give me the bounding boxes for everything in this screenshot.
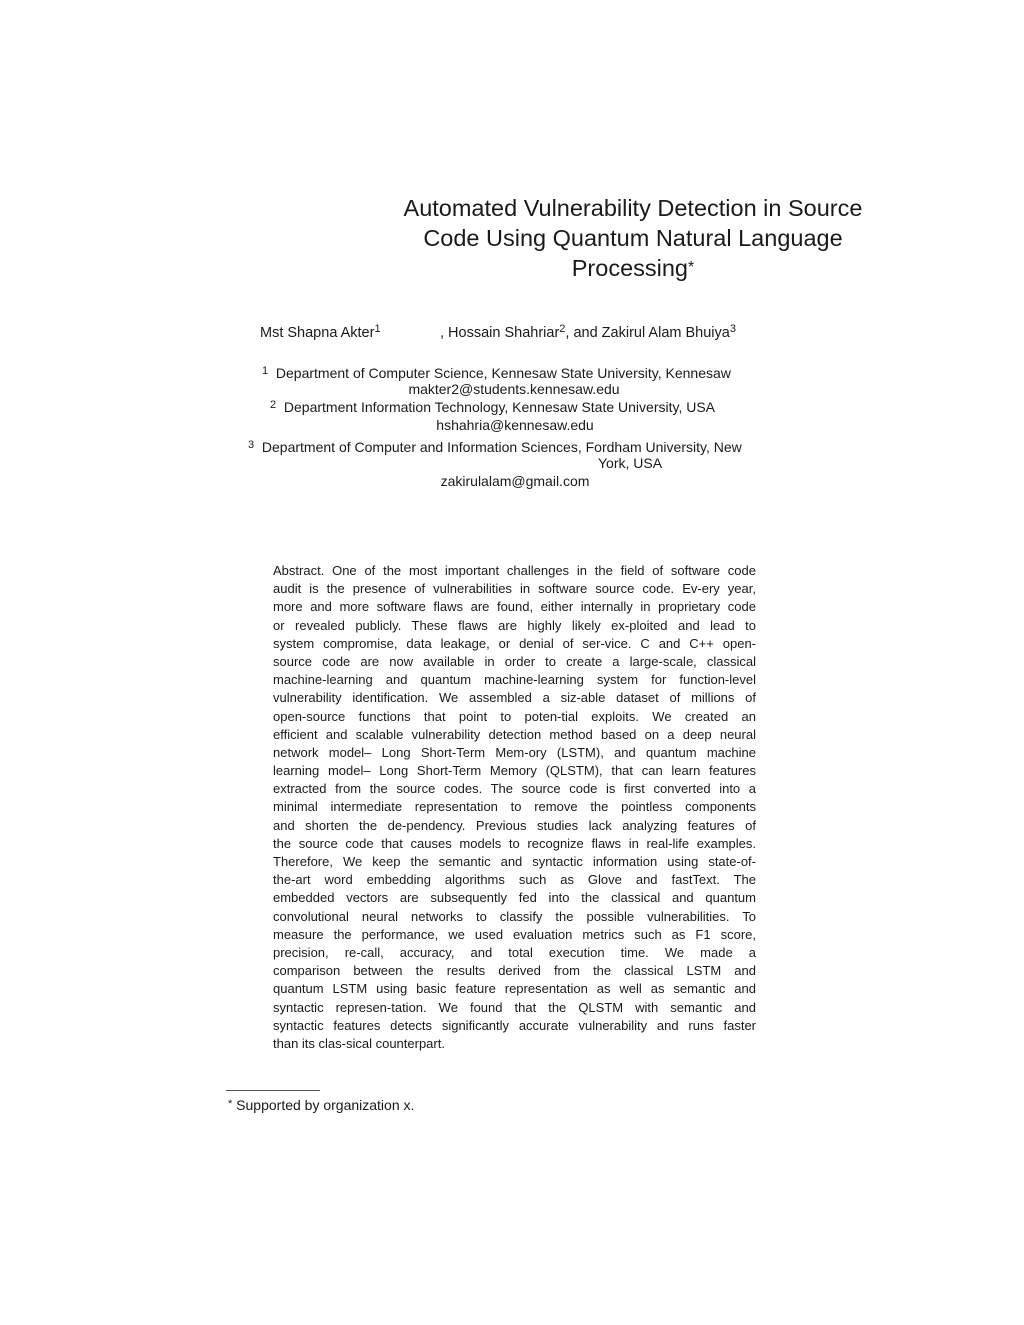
affiliation-1-text: Department of Computer Science, Kennesaw State University, Kennesaw [275,365,731,381]
author-2-name: , Hossain Shahriar [440,325,560,341]
affiliation-2 [270,400,715,417]
title-footnote-mark: * [688,259,695,276]
abstract-line: extracted from the source codes. The source code is first converted into a [273,781,756,797]
abstract-line: convolutional neural networks to classify the possible vulnerabilities. To [273,908,756,924]
affiliation-3 [248,440,742,457]
affiliation-2-email: hshahria@kennesaw.edu [436,417,594,433]
abstract-line: efficient and scalable vulnerability detection method based on a deep neural [273,726,756,742]
abstract-line: the-art word embedding algorithms such as Glove and fastText. The [273,872,756,888]
abstract-line: learning model– Long Short-Term Memory (QLSTM), that can learn features [273,763,756,779]
author-1-affiliation-mark: 1 [374,323,381,335]
affiliation-3-line-2: York, USA [598,455,663,471]
author-3-name: , and Zakirul Alam Bhuiya [565,325,730,341]
footnote-text: Supported by organization x. [232,1097,415,1113]
authors-2-3 [440,325,736,341]
abstract-line: or revealed publicly. These flaws are highly likely ex-ploited and lead to [273,617,756,633]
author-3-affiliation-mark: 3 [729,323,736,335]
affiliation-1-email: makter2@students.kennesaw.edu [408,381,620,397]
abstract-line: vulnerability identification. We assembled a siz-able dataset of millions of [273,690,756,706]
affiliation-2-mark: 2 [270,399,277,411]
abstract-line: syntactic features detects significantly accurate vulnerability and runs faster [273,1017,756,1033]
author-1 [260,325,381,341]
abstract-line: comparison between the results derived from the classical LSTM and [273,963,756,979]
abstract-line: the source code that causes models to recognize flaws in real-life examples. [273,835,756,851]
abstract-line: than its clas-sical counterpart. [273,1035,445,1051]
title-line-1: Automated Vulnerability Detection in Source [403,195,863,221]
abstract-line: network model– Long Short-Term Mem-ory (LSTM), and quantum machine [273,744,756,760]
abstract-line: syntactic represen-tation. We found that the QLSTM with semantic and [273,999,756,1015]
footnote-mark: * [228,1098,233,1110]
affiliation-3-email: zakirulalam@gmail.com [440,473,590,489]
affiliation-3-mark: 3 [248,439,255,451]
abstract-line: and shorten the de-pendency. Previous studies lack analyzing features of [273,817,756,833]
abstract-line: system compromise, data leakage, or denial of ser-vice. C and C++ open- [273,635,756,651]
affiliation-3-text: Department of Computer and Information Sciences, Fordham University, New [261,439,742,455]
abstract-line: audit is the presence of vulnerabilities in software source code. Ev-ery year, [273,581,756,597]
author-1-name: Mst Shapna Akter [260,325,375,341]
abstract-line: Abstract. One of the most important challenges in the field of software code [273,563,756,578]
abstract-line: minimal intermediate representation to remove the pointless components [273,799,756,815]
abstract-line: embedded vectors are subsequently fed into the classical and quantum [273,890,756,906]
title-line-3-text: Processing [571,255,688,281]
author-2-affiliation-mark: 2 [559,323,566,335]
abstract-line: precision, re-call, accuracy, and total execution time. We made a [273,944,756,960]
paper-title [380,193,886,287]
abstract [273,562,756,1053]
footnote-rule [226,1090,320,1091]
title-line-2: Code Using Quantum Natural Language [423,225,843,251]
affiliation-2-text: Department Information Technology, Kennesaw State University, USA [283,399,716,415]
abstract-line: Therefore, We keep the semantic and syntactic information using state-of- [273,854,756,869]
abstract-line: machine-learning and quantum machine-learning system for function-level [273,672,756,688]
abstract-line: open-source functions that point to poten-tial exploits. We created an [273,708,756,724]
affiliation-1-mark: 1 [262,365,269,377]
abstract-line: source code are now available in order to create a large-scale, classical [273,653,756,669]
title-line-3 [380,253,886,287]
footnote [228,1097,414,1113]
abstract-line: more and more software flaws are found, either internally in proprietary code [273,599,756,615]
abstract-line: quantum LSTM using basic feature representation as well as semantic and [273,981,756,997]
abstract-line: measure the performance, we used evaluation metrics such as F1 score, [273,926,756,942]
